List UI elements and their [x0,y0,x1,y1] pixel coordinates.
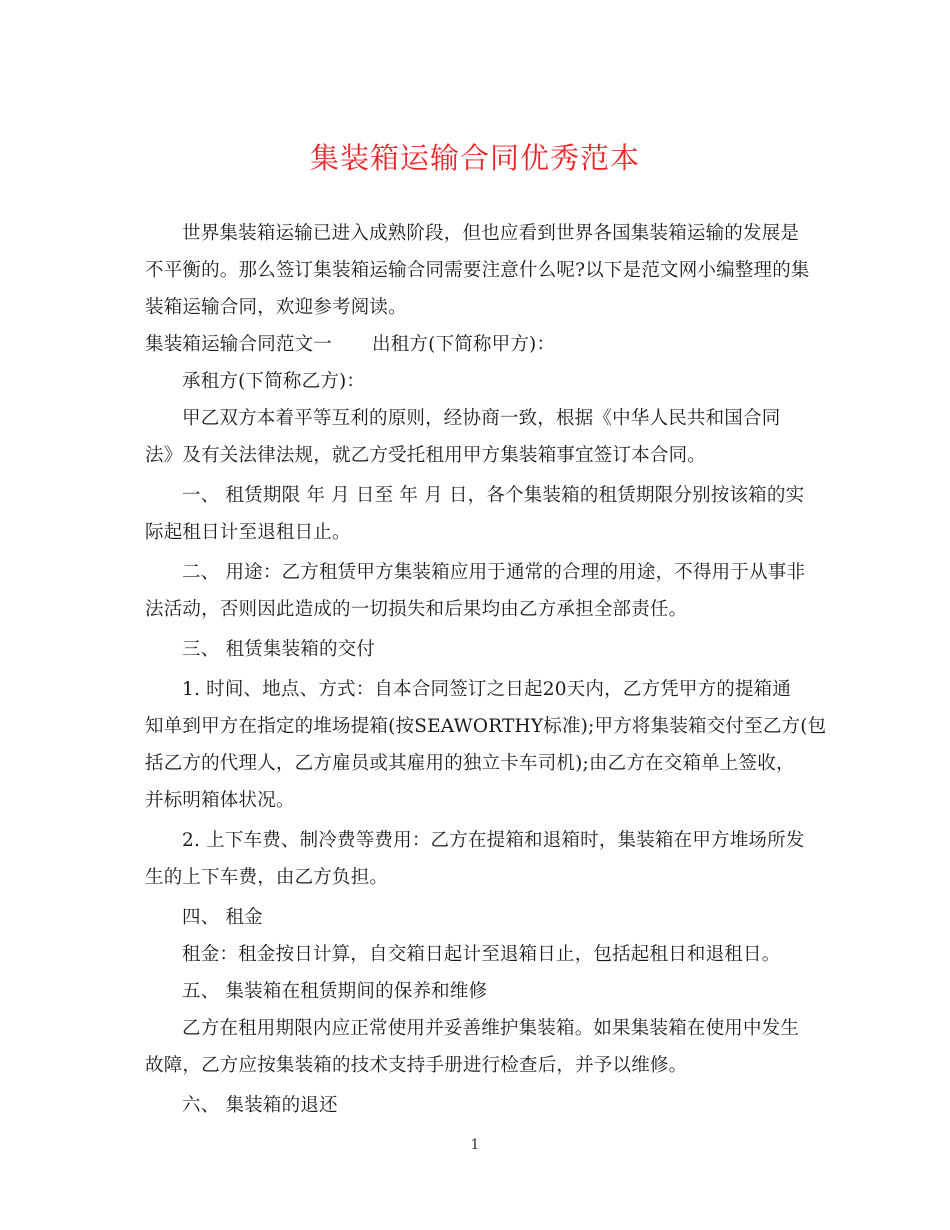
clause-line: 租金：租金按日计算，自交箱日起计至退箱日止，包括起租日和退租日。 [182,944,781,965]
clause-line: 1. 时间、地点、方式：自本合同签订之日起20天内，乙方凭甲方的提箱通 [182,679,792,700]
section-heading-line [145,326,810,363]
document-body [145,215,827,1124]
document-title: 集装箱运输合同优秀范本 [309,141,640,175]
lessor-label: 出租方(下简称甲方)： [372,334,556,355]
paragraph-line: 世界集装箱运输已进入成熟阶段，但也应看到世界各国集装箱运输的发展是 [182,223,800,244]
clause-line: 并标明箱体状况。 [145,790,295,811]
clause-line: 括乙方的代理人，乙方雇员或其雇用的独立卡车司机);由乙方在交箱单上签收， [145,753,795,774]
paragraph-line: 装箱运输合同，欢迎参考阅读。 [145,297,407,318]
clause-heading: 四、 租金 [182,907,263,928]
clause-line: 生的上下车费，由乙方负担。 [145,867,389,888]
lessee-label: 承租方(下简称乙方)： [182,371,366,392]
paragraph-line: 不平衡的。那么签订集装箱运输合同需要注意什么呢?以下是范文网小编整理的集 [145,260,810,281]
clause-heading: 五、 集装箱在租赁期间的保养和维修 [182,981,488,1002]
clause-line: 知单到甲方在指定的堆场提箱(按SEAWORTHY标准);甲方将集装箱交付至乙方(包 [145,716,827,737]
paragraph-line: 甲乙双方本着平等互利的原则，经协商一致，根据《中华人民共和国合同 [182,408,781,429]
clause-heading: 三、 租赁集装箱的交付 [182,639,376,660]
clause-heading: 六、 集装箱的退还 [182,1095,338,1116]
clause-line: 故障，乙方应按集装箱的技术支持手册进行检查后，并予以维修。 [145,1055,688,1076]
clause-line: 法活动，否则因此造成的一切损失和后果均由乙方承担全部责任。 [145,599,688,620]
clause-line: 2. 上下车费、制冷费等费用：乙方在提箱和退箱时，集装箱在甲方堆场所发 [182,830,805,851]
sample-heading: 集装箱运输合同范文一 [145,334,333,355]
page-number: 1 [470,1137,480,1153]
clause-line: 乙方在租用期限内应正常使用并妥善维护集装箱。如果集装箱在使用中发生 [182,1018,800,1039]
paragraph-line: 法》及有关法律法规，就乙方受托租用甲方集装箱事宜签订本合同。 [145,445,707,466]
clause-line: 际起租日计至退租日止。 [145,522,351,543]
clause-line: 一、 租赁期限 年 月 日至 年 月 日，各个集装箱的租赁期限分别按该箱的实 [182,485,805,506]
clause-line: 二、 用途：乙方租赁甲方集装箱应用于通常的合理的用途，不得用于从事非 [182,562,806,583]
